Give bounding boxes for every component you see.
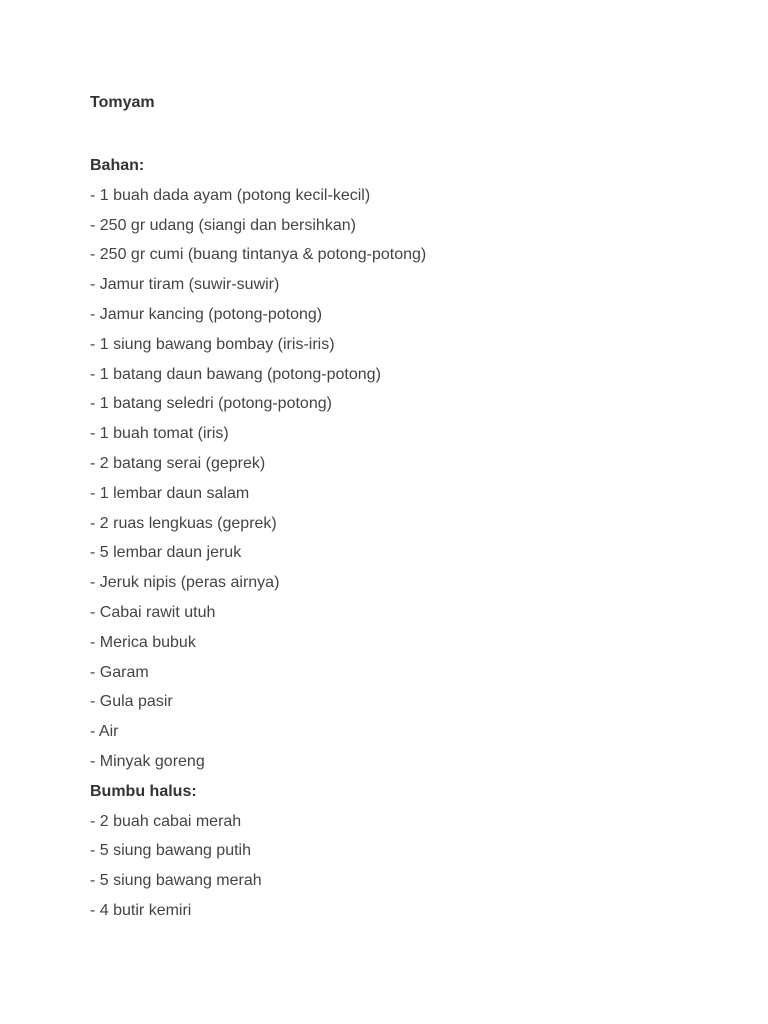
section-heading-bumbu-halus: Bumbu halus: [90,782,197,800]
ingredient-item: - 1 batang seledri (potong-potong) [90,395,332,413]
ingredient-item: - 250 gr cumi (buang tintanya & potong-potong) [90,246,427,264]
ingredient-item: - 1 buah dada ayam (potong kecil-kecil) [90,186,371,204]
ingredient-item: - 2 ruas lengkuas (geprek) [90,514,277,532]
recipe-content [90,91,710,926]
section-bumbu-halus [90,777,710,926]
ingredient-item: - Jamur kancing (potong-potong) [90,305,323,323]
ingredient-item: - 5 lembar daun jeruk [90,544,242,562]
ingredient-item: - Garam [90,663,149,681]
ingredient-list-bahan [90,181,710,777]
ingredient-item: - Cabai rawit utuh [90,603,216,621]
ingredient-item: - 1 batang daun bawang (potong-potong) [90,365,381,383]
ingredient-item: - 250 gr udang (siangi dan bersihkan) [90,216,356,234]
ingredient-item: - 5 siung bawang merah [90,872,262,890]
ingredient-item: - Gula pasir [90,693,173,711]
ingredient-item: - 2 buah cabai merah [90,812,242,830]
ingredient-item: - 1 buah tomat (iris) [90,425,229,443]
ingredient-item: - Air [90,723,119,741]
section-bahan [90,151,710,777]
ingredient-item: - 1 lembar daun salam [90,484,250,502]
ingredient-item: - Merica bubuk [90,633,196,651]
section-heading-bahan: Bahan: [90,157,145,174]
ingredient-list-bumbu-halus [90,807,710,926]
recipe-title: Tomyam [90,94,155,111]
ingredient-item: - Minyak goreng [90,752,205,770]
ingredient-item: - 4 butir kemiri [90,901,192,919]
ingredient-item: - Jeruk nipis (peras airnya) [90,574,280,592]
ingredient-item: - 2 batang serai (geprek) [90,454,266,472]
ingredient-item: - 1 siung bawang bombay (iris-iris) [90,335,335,353]
ingredient-item: - 5 siung bawang putih [90,842,251,860]
ingredient-item: - Jamur tiram (suwir-suwir) [90,276,280,294]
